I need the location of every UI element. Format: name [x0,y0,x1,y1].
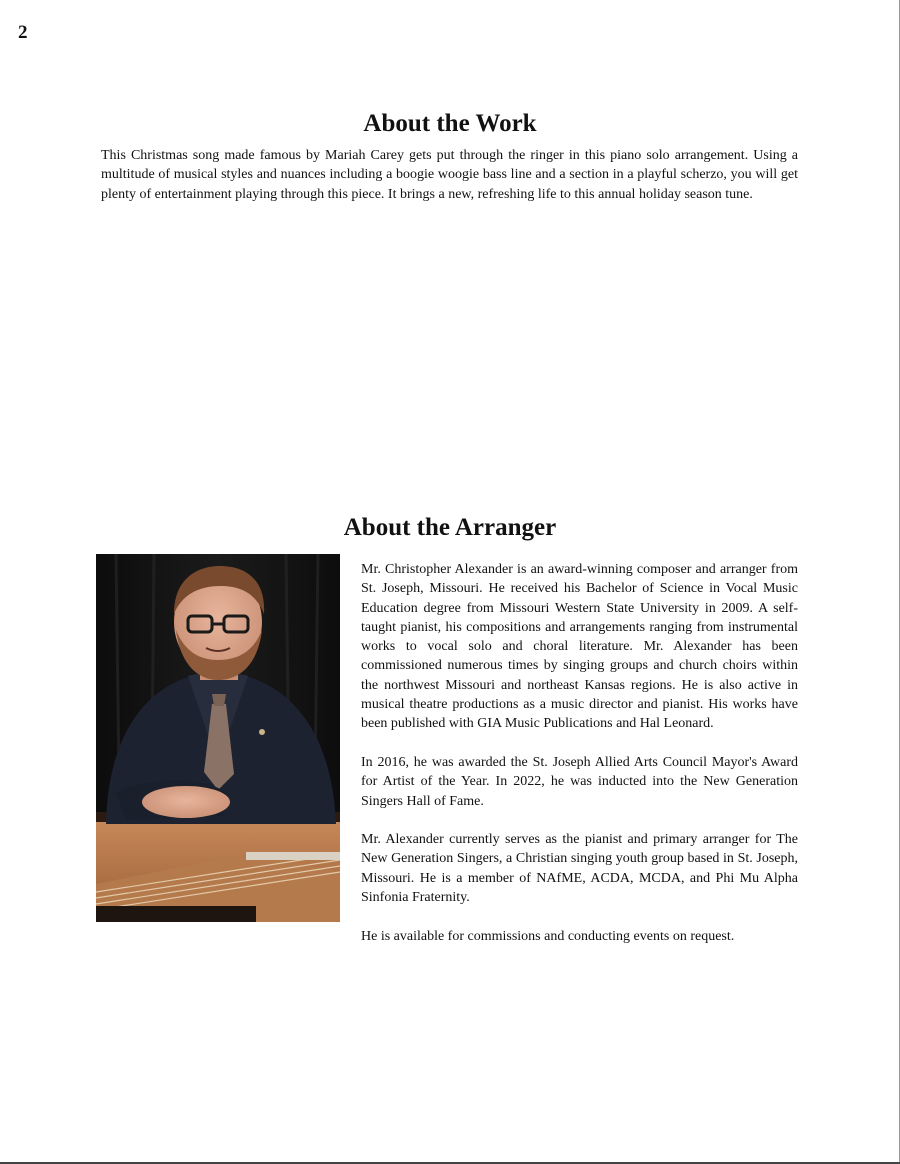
about-work-heading: About the Work [363,110,537,137]
bio-paragraph: He is available for commissions and conducting events on request. [361,928,735,944]
arranger-portrait-icon [96,554,340,922]
bio-paragraph: In 2016, he was awarded the St. Joseph Allied Arts Council Mayor's Award for Artist of the Year. In 2022, he was inducted into the New Generation Singers Hall of Fame. [361,754,798,809]
about-arranger-heading: About the Arranger [343,514,557,541]
page-number: 2 [18,22,28,43]
arranger-bio [361,560,798,965]
about-work-text: This Christmas song made famous by Mariah Carey gets put through the ringer in this piano solo arrangement. Using a multitude of musical styles and nuances including a boogie woogie bass line and a section in a playful scherzo, you will get plenty of entertainment playing through this piece. It brings a new, refreshing life to this annual holiday season tune. [101,148,798,202]
arranger-photo [96,554,340,922]
bio-paragraph: Mr. Alexander currently serves as the pianist and primary arranger for The New Generation Singers, a Christian singing youth group based in St. Joseph, Missouri. He is a member of NAfME, ACDA, MCDA, and Phi Mu Alpha Sinfonia Fraternity. [361,832,798,906]
bio-paragraph: Mr. Christopher Alexander is an award-winning composer and arranger from St. Joseph, Missouri. He received his Bachelor of Science in Vocal Music Education degree from Missouri Western State University in 2009. A self-taught pianist, his compositions and arrangements ranging from instrumental works to vocal solo and choral literature. Mr. Alexander has been commissioned numerous times by singing groups and church choirs within the northwest Missouri and northeast Kansas regions. He is also active in musical theatre productions as a music director and pianist. His works have been published with GIA Music Publications and Hal Leonard. [361,562,798,732]
